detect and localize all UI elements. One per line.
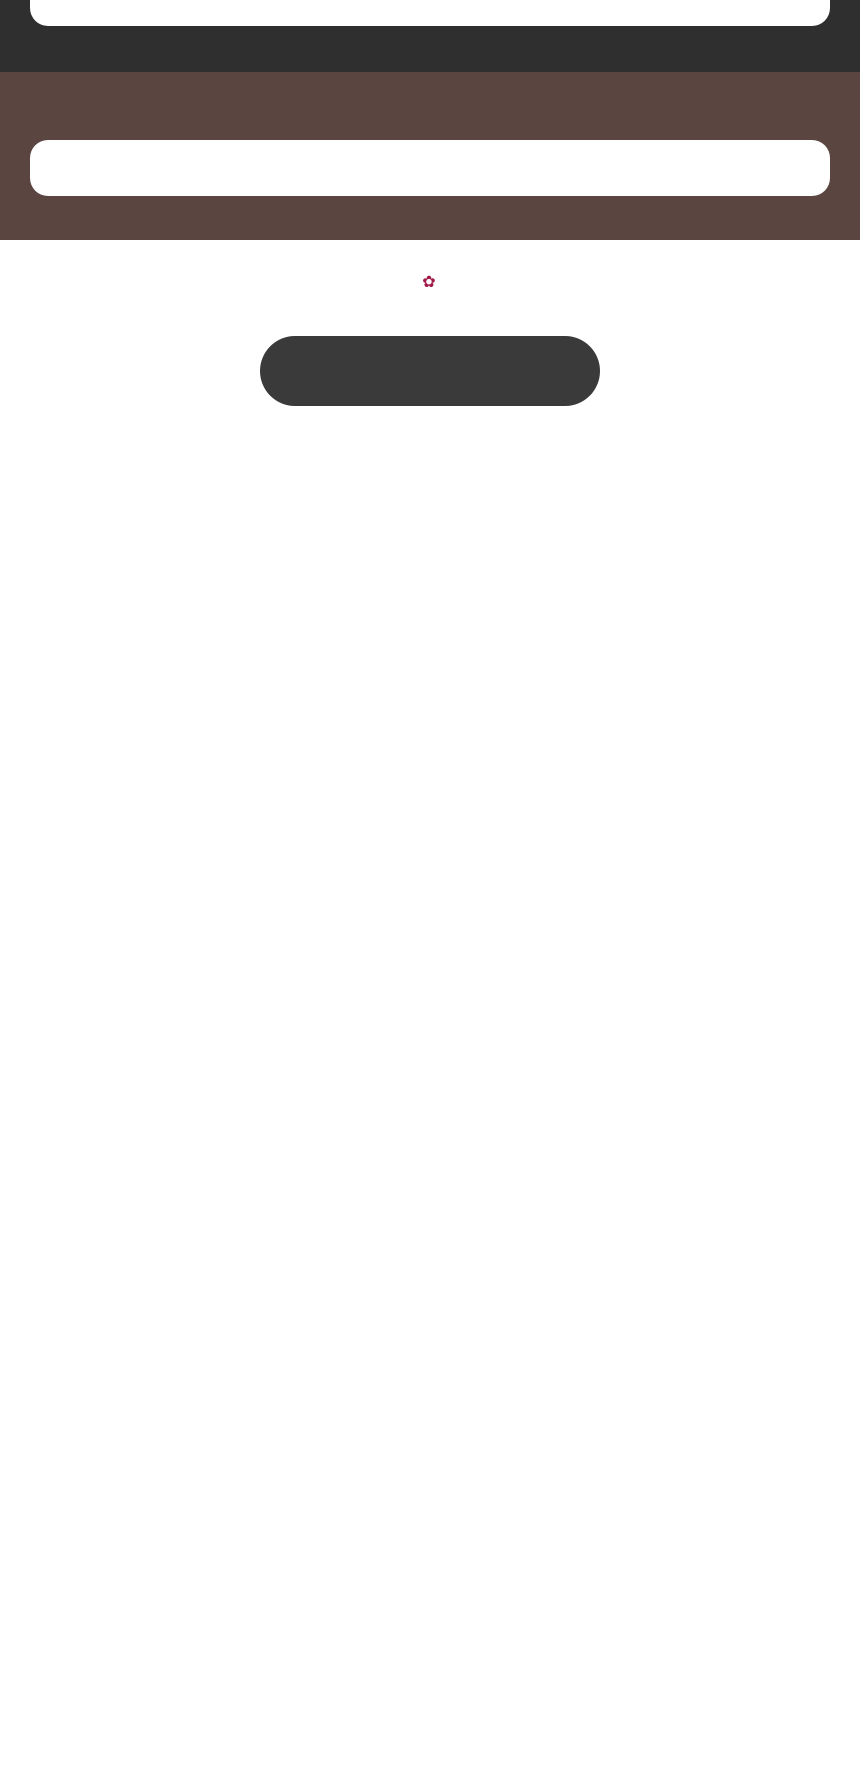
flower-icon: ✿	[422, 272, 436, 291]
room-guide-button[interactable]	[260, 336, 600, 406]
pet-info-section	[0, 72, 860, 240]
notice-section	[0, 0, 860, 72]
pet-info-card	[30, 140, 830, 196]
brand-logo	[0, 272, 860, 301]
notice-card	[30, 0, 830, 26]
footer	[0, 240, 860, 366]
